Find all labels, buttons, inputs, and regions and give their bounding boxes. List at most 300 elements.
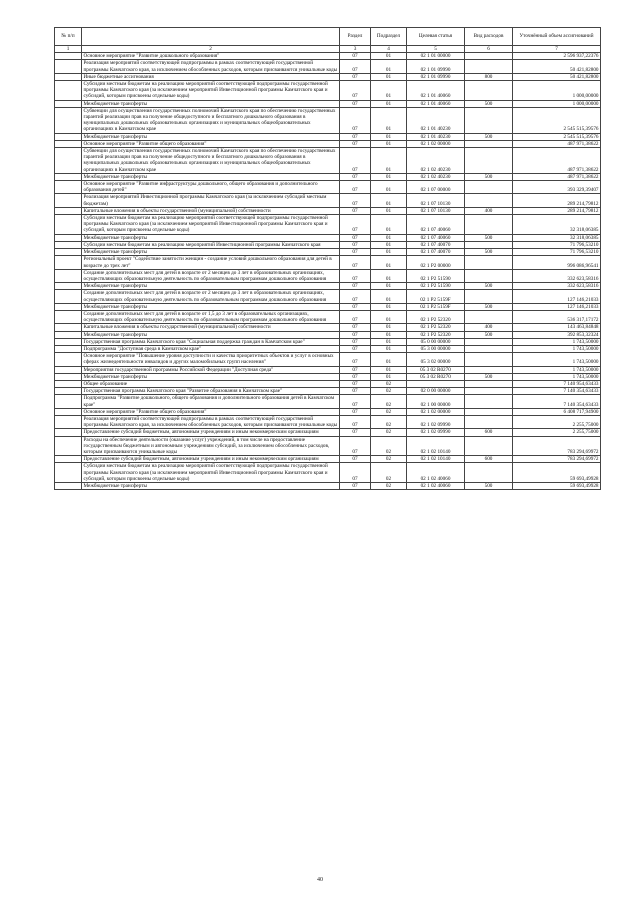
cell-name: Общее образование xyxy=(82,380,340,387)
cell-name: Основное мероприятие "Развитие общего образования" xyxy=(82,408,340,415)
cell-target: 02 1 07 40060 xyxy=(407,234,465,241)
cell-target: 02 1 P2 5159F xyxy=(407,290,465,303)
table-row xyxy=(55,81,601,101)
table-row xyxy=(55,215,601,235)
cell-exptype xyxy=(465,269,513,282)
cell-target: 02 1 07 10130 xyxy=(407,194,465,207)
table-row xyxy=(55,456,601,463)
cell-subsection: 02 xyxy=(371,436,407,456)
cell-num xyxy=(55,269,82,282)
cell-target: 02 1 01 40230 xyxy=(407,107,465,133)
cell-exptype xyxy=(465,215,513,235)
cell-exptype xyxy=(465,345,513,352)
cell-amount: 71 796,53210 xyxy=(513,241,601,248)
cell-amount: 71 796,53210 xyxy=(513,249,601,256)
cell-num xyxy=(55,310,82,323)
header-num: № п/п xyxy=(55,28,82,46)
cell-section: 07 xyxy=(340,207,371,214)
cell-name: Основное мероприятие "Развитие инфраструктуры дошкольного, общего образования и дополнительного образования детей" xyxy=(82,181,340,194)
cell-subsection: 01 xyxy=(371,60,407,73)
cell-num xyxy=(55,181,82,194)
cell-section: 07 xyxy=(340,408,371,415)
table-row xyxy=(55,194,601,207)
cell-exptype xyxy=(465,310,513,323)
cell-num xyxy=(55,324,82,331)
cell-section: 07 xyxy=(340,366,371,373)
cell-num xyxy=(55,256,82,269)
cell-amount: 2 255,75000 xyxy=(513,415,601,428)
table-row xyxy=(55,256,601,269)
cell-exptype: 600 xyxy=(465,456,513,463)
cell-section: 07 xyxy=(340,234,371,241)
cell-amount: 289 214,79812 xyxy=(513,194,601,207)
cell-section: 07 xyxy=(340,388,371,395)
cell-amount: 783 294,69972 xyxy=(513,436,601,456)
cell-amount: 1 743,50000 xyxy=(513,373,601,380)
cell-subsection: 01 xyxy=(371,215,407,235)
cell-target: 02 1 07 40060 xyxy=(407,215,465,235)
cell-target: 02 1 07 10130 xyxy=(407,207,465,214)
cell-num xyxy=(55,234,82,241)
cell-num xyxy=(55,366,82,373)
table-row xyxy=(55,345,601,352)
table-row xyxy=(55,140,601,147)
cell-section: 07 xyxy=(340,415,371,428)
cell-target: 02 1 02 09990 xyxy=(407,415,465,428)
cell-name: Субсидии местным бюджетам на реализацию мероприятий Инвестиционной программы Камчатского края xyxy=(82,241,340,248)
cell-num xyxy=(55,73,82,80)
cell-target: 02 1 07 40070 xyxy=(407,249,465,256)
cell-name: Мероприятия государственной программы Российской Федерации "Доступная среда" xyxy=(82,366,340,373)
cell-num xyxy=(55,388,82,395)
cell-num xyxy=(55,207,82,214)
cell-subsection: 01 xyxy=(371,324,407,331)
cell-name: Капитальные вложения в объекты государственной (муниципальной) собственности xyxy=(82,207,340,214)
cell-num xyxy=(55,436,82,456)
table-row xyxy=(55,173,601,180)
cell-subsection: 01 xyxy=(371,345,407,352)
cell-subsection: 02 xyxy=(371,483,407,490)
cell-subsection: 01 xyxy=(371,234,407,241)
header-section: Раздел xyxy=(340,28,371,46)
cell-exptype: 500 xyxy=(465,373,513,380)
cell-amount: 332 623,58316 xyxy=(513,283,601,290)
cell-exptype xyxy=(465,256,513,269)
cell-amount: 487 971,38622 xyxy=(513,140,601,147)
cell-exptype xyxy=(465,194,513,207)
column-number: 5 xyxy=(407,46,465,53)
cell-section: 07 xyxy=(340,395,371,408)
cell-section: 07 xyxy=(340,181,371,194)
cell-target: 05 3 02 R0270 xyxy=(407,366,465,373)
budget-table xyxy=(54,27,601,490)
cell-subsection: 01 xyxy=(371,133,407,140)
cell-num xyxy=(55,456,82,463)
cell-section: 07 xyxy=(340,133,371,140)
cell-section: 07 xyxy=(340,60,371,73)
cell-target: 02 1 P2 52320 xyxy=(407,324,465,331)
cell-num xyxy=(55,140,82,147)
table-row xyxy=(55,463,601,483)
cell-num xyxy=(55,107,82,133)
cell-amount: 1 743,50000 xyxy=(513,366,601,373)
cell-subsection: 01 xyxy=(371,290,407,303)
cell-exptype: 500 xyxy=(465,234,513,241)
column-number: 3 xyxy=(340,46,371,53)
cell-subsection: 01 xyxy=(371,310,407,323)
cell-name: Межбюджетные трансферты xyxy=(82,483,340,490)
header-target: Целевая статья xyxy=(407,28,465,46)
table-row xyxy=(55,100,601,107)
cell-amount: 2 255,75000 xyxy=(513,429,601,436)
cell-target: 02 1 01 00000 xyxy=(407,53,465,60)
cell-exptype xyxy=(465,53,513,60)
cell-exptype: 500 xyxy=(465,283,513,290)
cell-target: 02 1 01 40230 xyxy=(407,133,465,140)
cell-exptype xyxy=(465,408,513,415)
cell-subsection: 01 xyxy=(371,353,407,366)
cell-section: 07 xyxy=(340,140,371,147)
cell-name: Создание дополнительных мест для детей в возрасте от 1,5 до 3 лет в образовательных организациях, осуществляющих образовательную деятельность по образовательным программам дошкольного образования xyxy=(82,310,340,323)
cell-subsection: 01 xyxy=(371,53,407,60)
cell-name: Государственная программа Камчатского края "Социальная поддержка граждан в Камчатском крае" xyxy=(82,338,340,345)
cell-target: 02 1 P2 51590 xyxy=(407,269,465,282)
cell-subsection: 01 xyxy=(371,269,407,282)
cell-target: 02 1 07 40070 xyxy=(407,241,465,248)
cell-target xyxy=(407,380,465,387)
cell-amount: 50 421,82800 xyxy=(513,73,601,80)
cell-name: Субвенции для осуществления государственных полномочий Камчатского края по обеспечению государственных гарантий реализации прав на получение общедоступного и бесплатного дошкольного образования в муниципальных дошкольных образовательных организациях и муниципальных общеобразовательных организациях в Камчатском крае xyxy=(82,107,340,133)
cell-amount: 127 146,21033 xyxy=(513,303,601,310)
cell-target: 02 1 01 40060 xyxy=(407,100,465,107)
cell-target: 05 3 00 00000 xyxy=(407,345,465,352)
cell-name: Региональный проект "Содействие занятости женщин - создание условий дошкольного образования для детей в возрасте до трех лет" xyxy=(82,256,340,269)
cell-exptype xyxy=(465,395,513,408)
cell-subsection: 01 xyxy=(371,249,407,256)
table-row xyxy=(55,60,601,73)
header-subsection: Подраздел xyxy=(371,28,407,46)
table-row xyxy=(55,207,601,214)
cell-subsection: 01 xyxy=(371,303,407,310)
cell-target: 02 1 07 00000 xyxy=(407,181,465,194)
cell-section: 07 xyxy=(340,310,371,323)
cell-section: 07 xyxy=(340,429,371,436)
page-number: 40 xyxy=(317,877,323,883)
table-row xyxy=(55,310,601,323)
cell-exptype: 500 xyxy=(465,303,513,310)
cell-name: Межбюджетные трансферты xyxy=(82,173,340,180)
table-row xyxy=(55,283,601,290)
cell-num xyxy=(55,283,82,290)
cell-name: Иные бюджетные ассигнования xyxy=(82,73,340,80)
cell-exptype xyxy=(465,107,513,133)
cell-section: 07 xyxy=(340,249,371,256)
table-row xyxy=(55,483,601,490)
table-row xyxy=(55,181,601,194)
column-number: 4 xyxy=(371,46,407,53)
cell-section: 07 xyxy=(340,303,371,310)
table-row xyxy=(55,303,601,310)
cell-name: Предоставление субсидий бюджетным, автономным учреждениям и иным некоммерческим организациям xyxy=(82,429,340,436)
cell-section: 07 xyxy=(340,338,371,345)
header-exptype: Вид расходов xyxy=(465,28,513,46)
column-number: 7 xyxy=(513,46,601,53)
cell-name: Расходы на обеспечение деятельности (оказание услуг) учреждений, в том числе на предоставление государственным бюджетным и автономным учреждениям субсидий, за исключением обособленных расходов, которым присваиваются уникальные коды xyxy=(82,436,340,456)
cell-exptype xyxy=(465,463,513,483)
cell-name: Субвенции для осуществления государственных полномочий Камчатского края по обеспечению государственных гарантий реализации прав на получение общедоступного и бесплатного дошкольного образования в муниципальных дошкольных образовательных организациях и муниципальных общеобразовательных организациях в Камчатском крае xyxy=(82,148,340,174)
cell-num xyxy=(55,380,82,387)
cell-subsection: 02 xyxy=(371,429,407,436)
cell-target: 05 0 00 00000 xyxy=(407,338,465,345)
cell-name: Реализация мероприятий соответствующей подпрограммы в рамках соответствующей государственной программы Камчатского края, за исключением обособленных расходов, которым присваиваются уникальные коды xyxy=(82,415,340,428)
cell-section: 07 xyxy=(340,456,371,463)
table-row xyxy=(55,107,601,133)
cell-target: 02 1 01 09990 xyxy=(407,73,465,80)
table-row xyxy=(55,73,601,80)
cell-num xyxy=(55,173,82,180)
cell-exptype: 500 xyxy=(465,100,513,107)
cell-target: 05 3 02 00000 xyxy=(407,353,465,366)
cell-name: Межбюджетные трансферты xyxy=(82,373,340,380)
cell-exptype: 500 xyxy=(465,483,513,490)
table-row xyxy=(55,408,601,415)
cell-num xyxy=(55,338,82,345)
cell-num xyxy=(55,303,82,310)
cell-target: 02 1 02 40060 xyxy=(407,463,465,483)
header-name xyxy=(82,28,340,46)
cell-name: Межбюджетные трансферты xyxy=(82,331,340,338)
cell-target: 02 1 02 10140 xyxy=(407,436,465,456)
cell-target: 02 1 02 00000 xyxy=(407,140,465,147)
cell-name: Межбюджетные трансферты xyxy=(82,303,340,310)
cell-name: Основное мероприятие "Развитие общего образования" xyxy=(82,140,340,147)
cell-section: 07 xyxy=(340,483,371,490)
cell-subsection: 01 xyxy=(371,331,407,338)
cell-amount: 32 318,06385 xyxy=(513,234,601,241)
cell-name: Межбюджетные трансферты xyxy=(82,133,340,140)
table-row xyxy=(55,241,601,248)
cell-exptype xyxy=(465,81,513,101)
cell-name: Межбюджетные трансферты xyxy=(82,234,340,241)
table-row xyxy=(55,436,601,456)
table-row xyxy=(55,290,601,303)
cell-amount: 6 408 717,94900 xyxy=(513,408,601,415)
cell-section: 07 xyxy=(340,107,371,133)
cell-subsection: 01 xyxy=(371,100,407,107)
cell-exptype xyxy=(465,290,513,303)
cell-num xyxy=(55,100,82,107)
cell-section: 07 xyxy=(340,324,371,331)
cell-exptype xyxy=(465,241,513,248)
cell-num xyxy=(55,133,82,140)
cell-num xyxy=(55,395,82,408)
cell-section: 07 xyxy=(340,436,371,456)
cell-amount: 59 693,49928 xyxy=(513,463,601,483)
cell-amount: 143 463,84848 xyxy=(513,324,601,331)
cell-name: Основное мероприятие "Повышение уровня доступности и качества приоритетных объектов и услуг в основных сферах жизнедеятельности инвалидов и других маломобильных групп населения" xyxy=(82,353,340,366)
cell-exptype: 400 xyxy=(465,324,513,331)
table-row xyxy=(55,234,601,241)
cell-num xyxy=(55,290,82,303)
cell-target: 02 1 P2 52320 xyxy=(407,310,465,323)
cell-name: Реализация мероприятий соответствующей подпрограммы в рамках соответствующей государственной программы Камчатского края, за исключением обособленных расходов, которым присваиваются уникальные коды xyxy=(82,60,340,73)
cell-target: 02 1 02 00000 xyxy=(407,408,465,415)
table-row xyxy=(55,324,601,331)
table-row xyxy=(55,429,601,436)
table-body xyxy=(55,53,601,490)
cell-exptype: 500 xyxy=(465,331,513,338)
cell-name: Предоставление субсидий бюджетным, автономным учреждениям и иным некоммерческим организациям xyxy=(82,456,340,463)
cell-section: 07 xyxy=(340,463,371,483)
header-amount: Уточнённый объем ассигнований xyxy=(513,28,601,46)
cell-subsection: 01 xyxy=(371,241,407,248)
cell-subsection: 01 xyxy=(371,107,407,133)
cell-target: 02 1 02 10140 xyxy=(407,456,465,463)
cell-subsection: 01 xyxy=(371,338,407,345)
cell-num xyxy=(55,249,82,256)
cell-subsection: 01 xyxy=(371,173,407,180)
cell-amount: 393 329,39407 xyxy=(513,181,601,194)
cell-name: Межбюджетные трансферты xyxy=(82,100,340,107)
cell-exptype: 600 xyxy=(465,429,513,436)
table-row xyxy=(55,415,601,428)
cell-amount: 1 000,00000 xyxy=(513,81,601,101)
cell-section: 07 xyxy=(340,290,371,303)
cell-name: Основное мероприятие "Развитие дошкольного образования" xyxy=(82,53,340,60)
cell-name: Подпрограмма "Развитие дошкольного, общего образования и дополнительного образования детей в Камчатском крае" xyxy=(82,395,340,408)
cell-num xyxy=(55,194,82,207)
cell-name: Создание дополнительных мест для детей в возрасте от 2 месяцев до 3 лет в образовательных организациях, осуществляющих образовательную деятельность по образовательным программам дошкольного образования xyxy=(82,290,340,303)
table-row xyxy=(55,148,601,174)
cell-amount: 1 743,50000 xyxy=(513,345,601,352)
cell-exptype xyxy=(465,366,513,373)
table-row xyxy=(55,380,601,387)
cell-target: 02 1 01 40060 xyxy=(407,81,465,101)
cell-target: 02 0 00 00000 xyxy=(407,388,465,395)
cell-subsection: 02 xyxy=(371,463,407,483)
cell-section: 07 xyxy=(340,81,371,101)
cell-section: 07 xyxy=(340,194,371,207)
table-row xyxy=(55,395,601,408)
cell-num xyxy=(55,429,82,436)
cell-target: 02 1 02 40230 xyxy=(407,148,465,174)
cell-amount: 487 971,38622 xyxy=(513,148,601,174)
cell-exptype xyxy=(465,380,513,387)
cell-section: 07 xyxy=(340,100,371,107)
cell-num xyxy=(55,241,82,248)
cell-num xyxy=(55,215,82,235)
cell-exptype xyxy=(465,148,513,174)
cell-subsection: 02 xyxy=(371,395,407,408)
cell-num xyxy=(55,53,82,60)
cell-target: 02 1 P2 00000 xyxy=(407,256,465,269)
table-row xyxy=(55,331,601,338)
cell-section: 07 xyxy=(340,148,371,174)
cell-subsection: 01 xyxy=(371,366,407,373)
cell-subsection: 01 xyxy=(371,140,407,147)
cell-name: Реализация мероприятий Инвестиционной программы Камчатского края (за исключением субсидий местным бюджетам) xyxy=(82,194,340,207)
cell-num xyxy=(55,408,82,415)
cell-subsection: 01 xyxy=(371,81,407,101)
cell-name: Межбюджетные трансферты xyxy=(82,283,340,290)
cell-target: 02 1 02 40060 xyxy=(407,483,465,490)
cell-target: 02 1 02 40230 xyxy=(407,173,465,180)
table-row xyxy=(55,366,601,373)
cell-name: Субсидии местным бюджетам на реализацию мероприятий соответствующей подпрограммы государственной программы Камчатского края (за исключением мероприятий Инвестиционной программы Камчатского края и субсидий, которым присвоены отдельные коды) xyxy=(82,463,340,483)
cell-amount: 2 545 515,39576 xyxy=(513,133,601,140)
cell-subsection: 02 xyxy=(371,380,407,387)
cell-exptype xyxy=(465,415,513,428)
cell-amount: 59 693,49928 xyxy=(513,483,601,490)
cell-subsection: 01 xyxy=(371,207,407,214)
cell-target: 02 1 P2 51590 xyxy=(407,283,465,290)
cell-name: Межбюджетные трансферты xyxy=(82,249,340,256)
cell-name: Субсидии местным бюджетам на реализацию мероприятий соответствующей подпрограммы государственной программы Камчатского края (за исключением мероприятий Инвестиционной программы Камчатского края и субсидий, которым присвоены отдельные коды) xyxy=(82,81,340,101)
cell-section: 07 xyxy=(340,353,371,366)
cell-section: 07 xyxy=(340,269,371,282)
cell-exptype xyxy=(465,338,513,345)
cell-section: 07 xyxy=(340,173,371,180)
cell-amount: 2 596 937,22376 xyxy=(513,53,601,60)
cell-name: Субсидии местным бюджетам на реализацию мероприятий соответствующей подпрограммы государственной программы Камчатского края (за исключением мероприятий Инвестиционной программы Камчатского края и субсидий, которым присвоены отдельные коды) xyxy=(82,215,340,235)
cell-amount: 996 086,96541 xyxy=(513,256,601,269)
table-row xyxy=(55,373,601,380)
cell-amount: 392 853,32324 xyxy=(513,331,601,338)
cell-section: 07 xyxy=(340,380,371,387)
table-row xyxy=(55,53,601,60)
cell-num xyxy=(55,483,82,490)
cell-exptype xyxy=(465,353,513,366)
cell-exptype: 500 xyxy=(465,173,513,180)
cell-exptype: 500 xyxy=(465,133,513,140)
cell-subsection: 01 xyxy=(371,148,407,174)
cell-amount: 487 971,38622 xyxy=(513,173,601,180)
cell-num xyxy=(55,463,82,483)
cell-exptype xyxy=(465,60,513,73)
cell-section: 07 xyxy=(340,241,371,248)
cell-subsection: 01 xyxy=(371,256,407,269)
column-number: 1 xyxy=(55,46,82,53)
cell-amount: 50 421,82800 xyxy=(513,60,601,73)
cell-section: 07 xyxy=(340,256,371,269)
cell-amount: 7 140 354,63433 xyxy=(513,395,601,408)
cell-amount: 783 294,69972 xyxy=(513,456,601,463)
cell-exptype xyxy=(465,436,513,456)
cell-amount: 289 214,79812 xyxy=(513,207,601,214)
cell-amount: 32 318,06385 xyxy=(513,215,601,235)
cell-subsection: 02 xyxy=(371,408,407,415)
cell-section: 07 xyxy=(340,345,371,352)
cell-subsection: 01 xyxy=(371,73,407,80)
cell-amount: 1 000,00000 xyxy=(513,100,601,107)
header-row xyxy=(55,28,601,46)
cell-amount: 7 140 954,63433 xyxy=(513,380,601,387)
cell-subsection: 02 xyxy=(371,415,407,428)
cell-amount: 7 140 354,63433 xyxy=(513,388,601,395)
table-row xyxy=(55,249,601,256)
cell-num xyxy=(55,415,82,428)
cell-exptype: 800 xyxy=(465,73,513,80)
cell-name: Государственная программа Камчатского края "Развитие образования в Камчатском крае" xyxy=(82,388,340,395)
cell-section: 07 xyxy=(340,331,371,338)
cell-target: 02 1 01 09990 xyxy=(407,60,465,73)
cell-amount: 1 743,50000 xyxy=(513,353,601,366)
cell-subsection: 02 xyxy=(371,388,407,395)
table-row xyxy=(55,133,601,140)
cell-exptype: 500 xyxy=(465,249,513,256)
cell-target: 02 1 P2 52320 xyxy=(407,331,465,338)
table-row xyxy=(55,353,601,366)
